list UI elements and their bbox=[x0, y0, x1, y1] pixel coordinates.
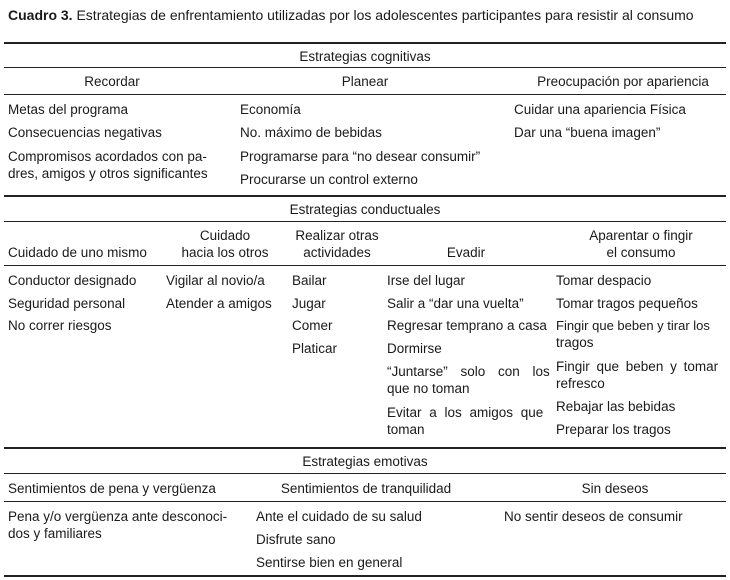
cognitive-header-recordar: Recordar bbox=[84, 74, 140, 89]
behavioral-title: Estrategias conductuales bbox=[289, 202, 441, 217]
header-line: Aparentar o fingir bbox=[589, 228, 693, 243]
behavioral-header-actividades bbox=[284, 227, 390, 261]
behavioral-item: Rebajar las bebidas bbox=[556, 399, 676, 414]
behavioral-item: Fingir que beben y tomar bbox=[556, 359, 719, 374]
rule-emotional-start bbox=[4, 447, 726, 449]
behavioral-header-cuidado-mismo: Cuidado de uno mismo bbox=[8, 245, 147, 260]
emotional-item: Ante el cuidado de su salud bbox=[256, 509, 422, 524]
rule-cognitive-header bbox=[4, 94, 726, 95]
behavioral-item: “Juntarse” solo con los bbox=[387, 364, 550, 379]
behavioral-item: Tomar tragos pequeños bbox=[556, 296, 698, 311]
cognitive-item: Economía bbox=[240, 102, 301, 117]
behavioral-item: tragos bbox=[556, 335, 594, 350]
caption-label: Cuadro 3. bbox=[8, 7, 73, 23]
rule-behavioral-title bbox=[4, 221, 726, 222]
behavioral-item: Regresar temprano a casa bbox=[387, 318, 547, 333]
behavioral-item: Dormirse bbox=[387, 341, 442, 356]
behavioral-item: toman bbox=[387, 422, 425, 437]
caption-text: Estrategias de enfrentamiento utilizadas por los adolescentes participantes para resistir al consumo bbox=[76, 7, 694, 23]
behavioral-item: Tomar despacio bbox=[556, 273, 652, 288]
header-line: hacia los otros bbox=[181, 245, 269, 260]
behavioral-item: Bailar bbox=[292, 273, 327, 288]
rule-cognitive-title bbox=[4, 67, 726, 68]
rule-emotional-title bbox=[4, 473, 726, 474]
behavioral-item: Conductor designado bbox=[8, 273, 137, 288]
cognitive-item: Cuidar una apariencia Física bbox=[514, 102, 686, 117]
behavioral-header-evadir: Evadir bbox=[446, 245, 486, 260]
emotional-header-sin-deseos: Sin deseos bbox=[581, 481, 649, 496]
emotional-item: Sentirse bien en general bbox=[256, 555, 403, 570]
cognitive-item: Dar una “buena imagen” bbox=[514, 125, 661, 140]
emotional-item: dos y familiares bbox=[8, 526, 102, 541]
behavioral-item: Platicar bbox=[292, 341, 338, 356]
cognitive-item: dres, amigos y otros significantes bbox=[8, 166, 208, 181]
cognitive-item: Compromisos acordados con pa- bbox=[8, 149, 207, 164]
emotional-header-tranquilidad: Sentimientos de tranquilidad bbox=[280, 481, 452, 496]
cognitive-item: Procurarse un control externo bbox=[240, 172, 418, 187]
header-line: Cuidado bbox=[199, 228, 251, 243]
emotional-item: No sentir deseos de consumir bbox=[504, 509, 683, 524]
behavioral-item: Comer bbox=[292, 318, 333, 333]
behavioral-header-cuidado-otros bbox=[162, 227, 288, 261]
behavioral-item: Irse del lugar bbox=[387, 273, 466, 288]
cognitive-item: Consecuencias negativas bbox=[8, 125, 162, 140]
cognitive-title: Estrategias cognitivas bbox=[299, 49, 431, 64]
cognitive-header-apariencia: Preocupación por apariencia bbox=[537, 74, 709, 89]
behavioral-item: Atender a amigos bbox=[166, 296, 272, 311]
cognitive-item: Metas del programa bbox=[8, 102, 129, 117]
rule-behavioral-start bbox=[4, 195, 726, 197]
behavioral-header-aparentar bbox=[556, 227, 726, 261]
behavioral-item: Jugar bbox=[292, 296, 326, 311]
behavioral-item: No correr riesgos bbox=[8, 318, 112, 333]
header-line: actividades bbox=[303, 245, 371, 260]
cognitive-header-planear: Planear bbox=[341, 74, 389, 89]
behavioral-item: Fingir que beben y tirar los bbox=[556, 318, 710, 333]
header-line: Realizar otras bbox=[295, 228, 379, 243]
emotional-header-pena: Sentimientos de pena y vergüenza bbox=[8, 481, 216, 496]
cognitive-item: Programarse para “no desear consumir” bbox=[240, 149, 481, 164]
behavioral-item: Evitar a los amigos que bbox=[387, 405, 544, 420]
top-rule bbox=[4, 42, 726, 44]
behavioral-item: que no toman bbox=[387, 381, 470, 396]
behavioral-item: refresco bbox=[556, 376, 605, 391]
behavioral-item: Vigilar al novio/a bbox=[166, 273, 265, 288]
table-caption bbox=[8, 7, 694, 24]
rule-emotional-header bbox=[4, 501, 726, 502]
behavioral-item: Salir a “dar una vuelta” bbox=[387, 296, 524, 311]
header-line: el consumo bbox=[606, 245, 676, 260]
emotional-title: Estrategias emotivas bbox=[302, 454, 428, 469]
bottom-rule bbox=[4, 575, 726, 577]
rule-behavioral-header bbox=[4, 265, 726, 266]
cognitive-item: No. máximo de bebidas bbox=[240, 125, 382, 140]
emotional-item: Disfrute sano bbox=[256, 532, 336, 547]
emotional-item: Pena y/o vergüenza ante desconoci- bbox=[8, 509, 228, 524]
behavioral-item: Seguridad personal bbox=[8, 296, 126, 311]
behavioral-item: Preparar los tragos bbox=[556, 422, 671, 437]
